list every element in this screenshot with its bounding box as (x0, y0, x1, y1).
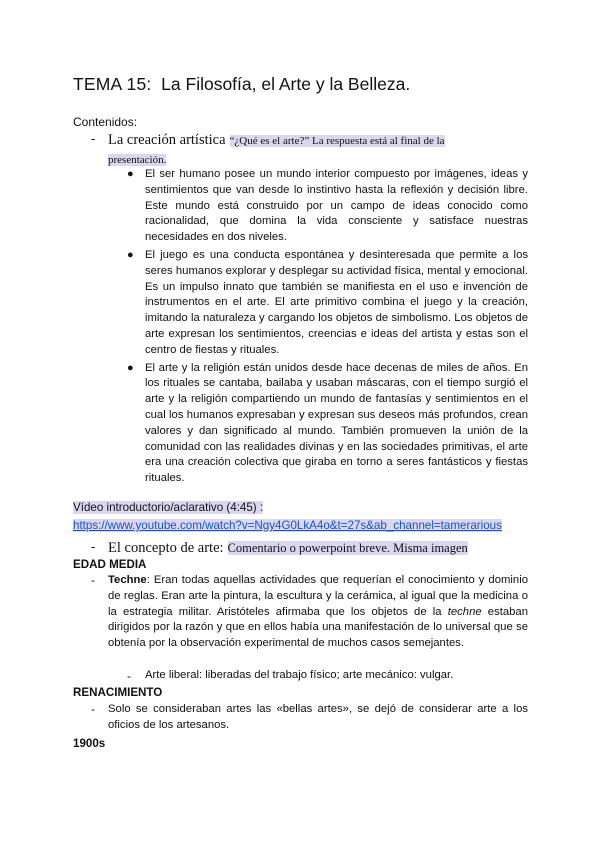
title-name: La Filosofía, el Arte y la Belleza. (161, 74, 411, 94)
video-link-wrap (73, 519, 502, 532)
section2-dash: - (91, 539, 96, 554)
section1-note-wrap (108, 150, 166, 168)
techne-text-b: estaban dirigidos por la razón y que en ellos había una manifestación de lo universal que se obtenía por la observación experimental de muchos casos semejantes. (108, 605, 528, 650)
title-prefix: TEMA 15: (73, 74, 152, 94)
techne-paragraph (108, 573, 528, 652)
section1-heading-block (108, 131, 528, 150)
section1-note-line2: presentación. (108, 154, 167, 166)
techne-text-a: : Eran todas aquellas actividades que requerían el conocimiento y dominio de reglas. Eran arte la pintura, la escultura y la cerámica, al igual que la medicina o la estrategia militar. Aristóteles afirmaba que los objetos de la (108, 574, 528, 618)
video-label: Vídeo introductorio/aclarativo (4:45) : (73, 501, 264, 514)
section1-heading: La creación artística (108, 132, 226, 148)
bullet-text: El ser humano posee un mundo interior compuesto por imágenes, ideas y sentimientos que van desde lo instintivo hasta la reflexión y decisión libre. Este mundo está construido por un campo de ideas conocido como racionalidad, que domina la vida consciente y satisface nuestras necesidades en dos niveles. (145, 168, 528, 244)
renacimiento-heading: RENACIMIENTO (73, 686, 163, 699)
section1-dash: - (91, 131, 96, 146)
page-title (73, 74, 410, 95)
sub-item-text: Arte liberal: liberadas del trabajo físico; arte mecánico: vulgar. (145, 669, 454, 681)
section2-heading: El concepto de arte: (108, 540, 224, 556)
renacimiento-dash: - (91, 702, 95, 716)
bullet-icon: ● (127, 168, 134, 180)
sub-item-dash: - (127, 669, 131, 683)
contents-label: Contenidos: (73, 115, 138, 129)
list-item (127, 167, 528, 246)
bullet-icon: ● (127, 248, 134, 261)
renacimiento-text: Solo se consideraban artes las «bellas artes», se dejó de considerar arte a los oficios de los artesanos. (108, 703, 528, 731)
edad-media-dash: - (91, 573, 95, 587)
bullet-icon: ● (127, 361, 134, 374)
year-heading: 1900s (73, 737, 106, 750)
bullet-text: El juego es una conducta espontánea y desinteresada que permite a los seres humanos explorar y desplegar su actividad física, mental y emocional. Es un impulso innato que también se manifiesta en el uso e invención de instrumentos en el arte. El arte primitivo combina el juego y la creación, imitando la naturaleza y cargando los objetos de simbolismo. Los objetos de arte expresan los sentimientos, creencias e ideas del artista y estas son el centro de fiestas y rituales. (145, 248, 528, 356)
techne-italic: techne (447, 605, 482, 618)
edad-media-heading: EDAD MEDIA (73, 558, 147, 571)
video-link[interactable]: https://www.youtube.com/watch?v=Ngy4G0LkA4o&t=27s&ab_channel=tamerarious (73, 519, 502, 532)
list-item (127, 361, 528, 487)
list-item (127, 248, 528, 359)
section2-heading-block (108, 539, 468, 557)
section1-bullet-list (127, 167, 528, 487)
techne-term: Techne (108, 574, 147, 586)
section1-note-line1: “¿Qué es el arte?” La respuesta está al final de la (229, 135, 445, 147)
video-label-wrap (73, 501, 263, 514)
bullet-text: El arte y la religión están unidos desde hace decenas de miles de años. En los rituales se cantaba, bailaba y usaban máscaras, con el tiempo surgió el arte y la religión compartiendo un mundo de fantasías y sentimientos en el cual los humanos expresaban y expresan sus deseos más profundos, crean valores y dan significado al mundo. También promueven la unión de la comunidad con las realidades divinas y en las sociedades primitivas, el arte era una creación colectiva que giraba en torno a seres fantásticos y fiestas rituales. (145, 361, 528, 485)
section2-note: Comentario o powerpoint breve. Misma imagen (227, 541, 468, 555)
